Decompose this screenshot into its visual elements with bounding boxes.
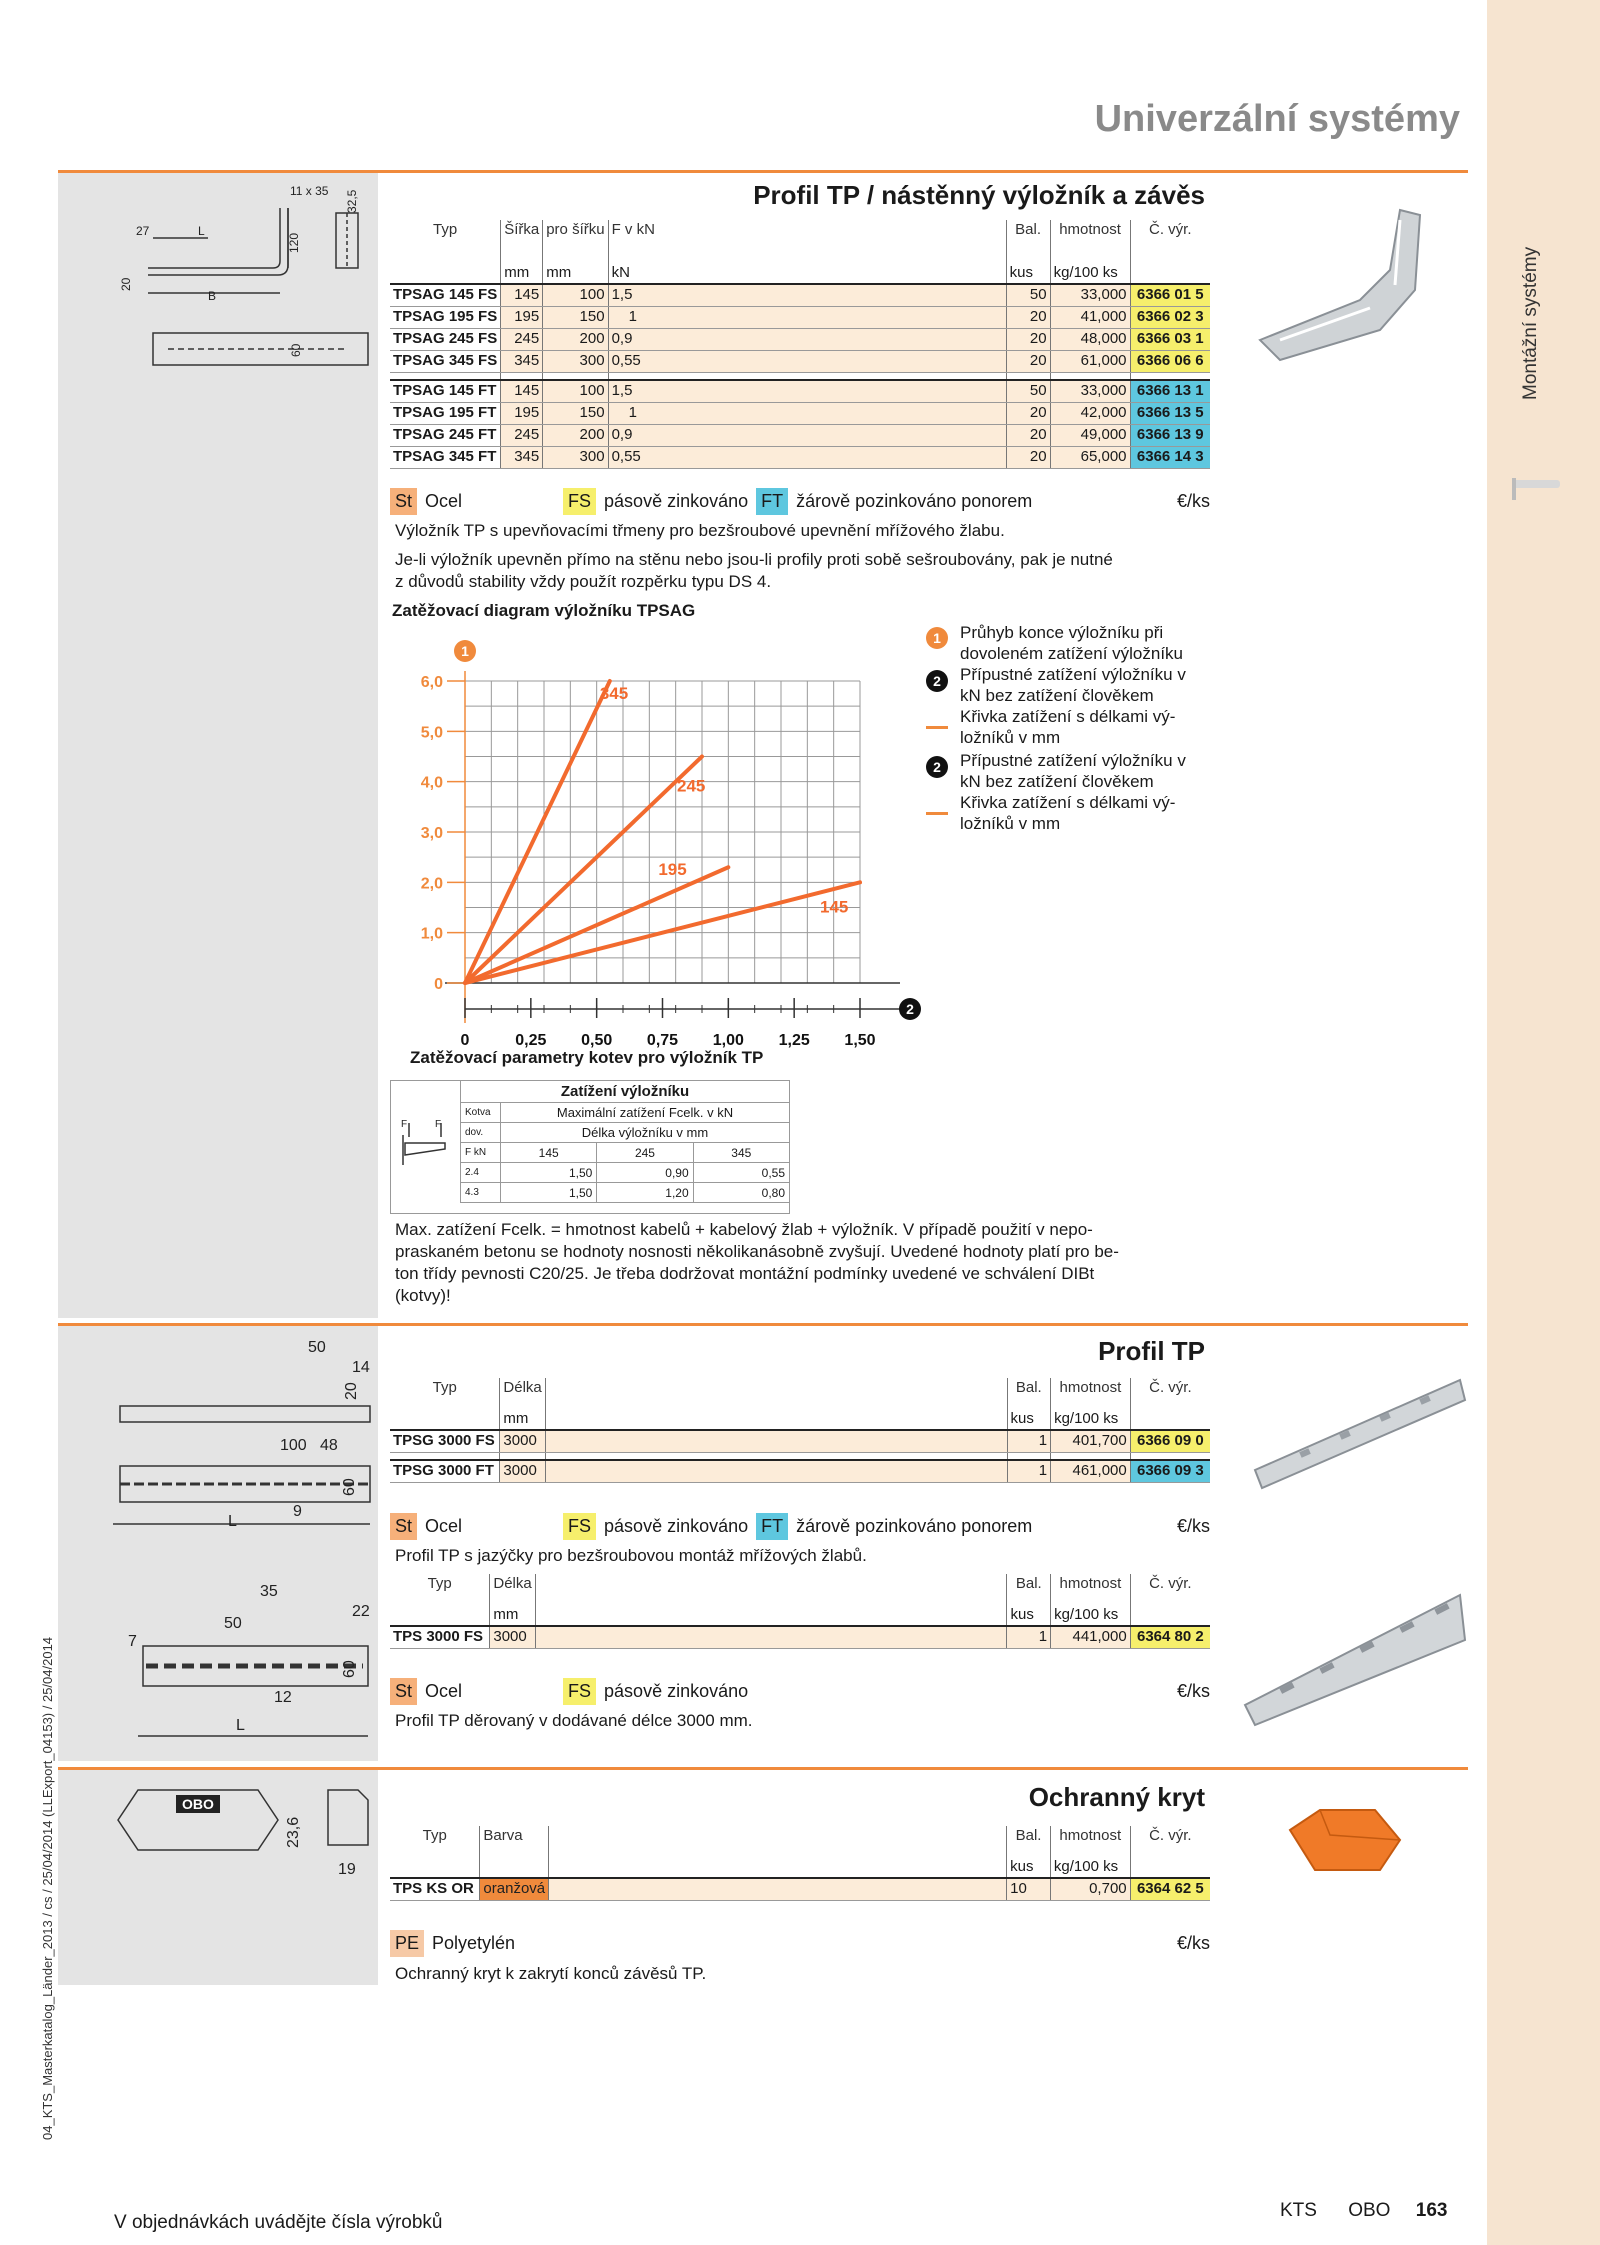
cell-spacer	[545, 1430, 1007, 1452]
y-tick-label: 5,0	[420, 724, 443, 742]
dim-12: 12	[274, 1689, 292, 1706]
y-axis-marker-label: 1	[461, 643, 469, 659]
badge-ft: FT	[756, 1513, 788, 1540]
cell-weight: 41,000	[1050, 306, 1130, 328]
cap-drawing	[58, 1770, 378, 1985]
cell-type: TPS KS OR	[390, 1878, 480, 1900]
cell-code: 6366 01 5	[1130, 284, 1210, 306]
dim-14: 14	[352, 1359, 370, 1376]
cell-width: 245	[501, 328, 543, 350]
dim-l-c: L	[236, 1717, 245, 1734]
cell-width: 345	[501, 350, 543, 372]
cell-pack: 20	[1006, 350, 1050, 372]
cell-pack: 50	[1006, 380, 1050, 402]
x-tick-label: 0,50	[581, 1032, 613, 1048]
material-row-2	[390, 1511, 1210, 1541]
th-color: Barva	[480, 1826, 549, 1848]
th-weight: hmotnost	[1051, 1574, 1131, 1596]
table-row	[390, 306, 1210, 328]
cell-code: 6366 13 1	[1130, 380, 1210, 402]
dim-9: 9	[293, 1503, 302, 1520]
unit-cell: mm	[501, 242, 543, 284]
cell-length: 3000	[490, 1626, 535, 1648]
table-row	[390, 402, 1210, 424]
x-tick-label: 1,25	[778, 1032, 810, 1048]
unit-cell	[1130, 1596, 1210, 1626]
cell-weight: 441,000	[1051, 1626, 1131, 1648]
table-row	[390, 424, 1210, 446]
anchor-val: 1,50	[501, 1163, 597, 1183]
table-row	[390, 380, 1210, 402]
th-type: Typ	[432, 1379, 457, 1396]
table-row	[390, 328, 1210, 350]
cell-force: 0,9	[608, 424, 1006, 446]
unit-cell: mm	[500, 1400, 545, 1430]
legend-marker-1: 1	[926, 627, 948, 649]
cell-type: TPSAG 245 FS	[390, 328, 501, 350]
cell-type: TPSAG 195 FT	[390, 402, 501, 424]
cell-for-width: 150	[543, 402, 608, 424]
side-tab-marker-stem	[1512, 478, 1516, 500]
cell-force: 1	[608, 306, 1006, 328]
cell-pack: 20	[1006, 424, 1050, 446]
cell-force: 0,9	[608, 328, 1006, 350]
cell-weight: 61,000	[1050, 350, 1130, 372]
length-145: 145	[501, 1143, 597, 1163]
th-pack: Bal.	[1007, 1378, 1051, 1400]
col-dov: dov.	[461, 1123, 501, 1143]
legend-item-4	[960, 750, 1186, 792]
cell-type: TPSAG 145 FS	[390, 284, 501, 306]
th-pack: Bal.	[1007, 1574, 1051, 1596]
th-code: Č. výr.	[1130, 1826, 1210, 1848]
y-tick-label: 2,0	[420, 875, 443, 893]
th-spacer	[545, 1378, 1007, 1400]
cell-type: TPSAG 345 FS	[390, 350, 501, 372]
unit-cell	[390, 1848, 480, 1878]
y-tick-label: 0	[434, 976, 443, 993]
dim-50: 50	[308, 1339, 326, 1356]
cell-width: 145	[501, 284, 543, 306]
dim-100: 100	[280, 1437, 307, 1454]
series-label-345: 345	[599, 684, 629, 703]
anchor-id: 4.3	[461, 1183, 501, 1203]
series-label-145: 145	[820, 897, 849, 917]
cell-code: 6366 09 0	[1130, 1430, 1210, 1452]
dim-7: 7	[128, 1633, 137, 1650]
th-code: Č. výr.	[1130, 1378, 1210, 1400]
cell-force: 1	[608, 402, 1006, 424]
cell-pack: 20	[1006, 306, 1050, 328]
material-steel: Ocel	[425, 1680, 463, 1701]
cell-code: 6366 02 3	[1130, 306, 1210, 328]
material-ft: žárově pozinkováno ponorem	[796, 490, 1033, 511]
dim-60: 60	[289, 343, 303, 357]
y-tick-label: 6,0	[420, 674, 443, 691]
anchor-val: 1,50	[501, 1183, 597, 1203]
badge-steel: St	[390, 1513, 417, 1540]
cell-code: 6366 13 5	[1130, 402, 1210, 424]
note-line-1: Max. zatížení Fcelk. = hmotnost kabelů + kabelový žlab + výložník. V případě použití v nepo-	[395, 1220, 1093, 1239]
material-steel: Ocel	[425, 1515, 463, 1536]
profile-tp-photo	[1250, 1370, 1470, 1490]
legend-text: Přípustné zatížení výložníku v	[960, 751, 1186, 770]
cell-code: 6366 03 1	[1130, 328, 1210, 350]
chart-heading: Zatěžovací diagram výložníku TPSAG	[392, 601, 696, 620]
th-weight: hmotnost	[1050, 220, 1130, 242]
table-row	[390, 446, 1210, 468]
price-unit: €/ks	[1176, 1932, 1210, 1953]
cell-width: 345	[501, 446, 543, 468]
x-tick-label: 0,25	[515, 1032, 547, 1048]
dim-20: 20	[119, 277, 133, 291]
anchor-val: 0,90	[597, 1163, 693, 1183]
anchor-table	[460, 1080, 790, 1203]
anchor-val: 1,20	[597, 1183, 693, 1203]
cell-pack: 20	[1006, 328, 1050, 350]
dim-slot: 11 x 35	[290, 184, 329, 198]
anchor-title: Zatížení výložníku	[461, 1081, 790, 1103]
product-table-tps	[390, 1574, 1210, 1649]
legend-text: kN bez zatížení člověkem	[960, 686, 1154, 705]
desc-1: Výložník TP s upevňovacími třmeny pro bezšroubové upevnění mřížového žlabu.	[395, 521, 1005, 540]
dim-b: B	[208, 289, 217, 303]
cell-type: TPSAG 145 FT	[390, 380, 501, 402]
legend-text: ložníků v mm	[960, 814, 1061, 833]
desc-profile-tp: Profil TP s jazýčky pro bezšroubovou montáž mřížových žlabů.	[395, 1546, 867, 1565]
dim-60-c: 60	[341, 1660, 358, 1678]
cell-force: 0,55	[608, 446, 1006, 468]
cell-length: 3000	[500, 1460, 545, 1482]
th-type: Typ	[422, 1827, 447, 1844]
cell-pack: 1	[1007, 1430, 1051, 1452]
y-tick-label: 3,0	[420, 825, 443, 842]
length-245: 245	[597, 1143, 693, 1163]
cell-width: 195	[501, 306, 543, 328]
cap-photo	[1280, 1800, 1410, 1880]
th-code: Č. výr.	[1130, 1574, 1210, 1596]
section1-title: Profil TP / nástěnný výložník a závěs	[753, 180, 1205, 210]
unit-cell	[535, 1596, 1007, 1626]
cell-code: 6364 80 2	[1130, 1626, 1210, 1648]
cell-pack: 20	[1006, 402, 1050, 424]
anchor-val: 0,55	[693, 1163, 789, 1183]
drawing-panel-2	[58, 1326, 378, 1761]
section3-title: Ochranný kryt	[1028, 1782, 1205, 1812]
series-label-195: 195	[658, 860, 687, 880]
th-spacer	[535, 1574, 1007, 1596]
unit-cell: kus	[1007, 1848, 1051, 1878]
perforated-profile-photo	[1240, 1580, 1470, 1730]
cell-type: TPSG 3000 FS	[390, 1430, 500, 1452]
cell-for-width: 150	[543, 306, 608, 328]
unit-cell: kN	[608, 242, 1006, 284]
cell-for-width: 200	[543, 424, 608, 446]
legend-item-1	[960, 622, 1183, 664]
cell-weight: 33,000	[1050, 284, 1130, 306]
unit-cell	[1130, 242, 1210, 284]
cell-weight: 401,700	[1051, 1430, 1131, 1452]
cell-width: 145	[501, 380, 543, 402]
legend-item-2	[960, 664, 1186, 706]
table-row	[390, 1460, 1210, 1482]
unit-cell	[549, 1848, 1007, 1878]
order-note: V objednávkách uvádějte čísla výrobků	[114, 2212, 443, 2233]
th-length: Délka	[500, 1378, 545, 1400]
table-row	[390, 350, 1210, 372]
bracket-photo	[1250, 190, 1430, 370]
product-table-tpsag	[390, 220, 1210, 469]
legend-text: Křivka zatížení s délkami vý-	[960, 707, 1176, 726]
cell-weight: 461,000	[1051, 1460, 1131, 1482]
cell-weight: 49,000	[1050, 424, 1130, 446]
unit-cell: kus	[1006, 242, 1050, 284]
cell-type: TPS 3000 FS	[390, 1626, 490, 1648]
unit-cell	[1130, 1848, 1210, 1878]
dim-l-b: L	[228, 1513, 237, 1530]
anchor-heading: Zatěžovací parametry kotev pro výložník TP	[410, 1048, 764, 1067]
table-row	[390, 284, 1210, 306]
x-tick-label: 0,75	[646, 1032, 679, 1048]
col-fkn: F kN	[461, 1143, 501, 1163]
drawing-panel-3	[58, 1770, 378, 1985]
dim-32-5: 32,5	[345, 189, 359, 213]
cell-color: oranžová	[480, 1878, 549, 1900]
x-axis-marker-label: 2	[906, 1001, 914, 1017]
unit-cell: kg/100 ks	[1051, 1596, 1131, 1626]
cell-pack: 1	[1007, 1626, 1051, 1648]
cell-spacer	[545, 1460, 1007, 1482]
unit-cell: kus	[1007, 1596, 1051, 1626]
badge-steel: St	[390, 1678, 417, 1705]
unit-cell	[545, 1400, 1007, 1430]
table-gap	[390, 1452, 1210, 1460]
cell-pack: 20	[1006, 446, 1050, 468]
cell-code: 6364 62 5	[1130, 1878, 1210, 1900]
cell-force: 1,5	[608, 284, 1006, 306]
note-line-4: (kotvy)!	[395, 1286, 451, 1305]
price-unit: €/ks	[1176, 1515, 1210, 1536]
product-table-tpsg	[390, 1378, 1210, 1483]
cell-spacer	[549, 1878, 1007, 1900]
material-pe: Polyetylén	[432, 1932, 516, 1953]
cell-width: 245	[501, 424, 543, 446]
material-steel: Ocel	[425, 490, 463, 511]
unit-cell	[1130, 1400, 1210, 1430]
cell-force: 0,55	[608, 350, 1006, 372]
th-for-width: pro šířku	[543, 220, 608, 242]
note-line-3: ton třídy pevnosti C20/25. Je třeba dodržovat montážní podmínky uvedené ve schválení DIBt	[395, 1264, 1095, 1283]
price-unit: €/ks	[1176, 1680, 1210, 1701]
unit-cell	[390, 1596, 490, 1626]
dim-23-6: 23,6	[285, 1816, 302, 1848]
material-row-3	[390, 1676, 1210, 1706]
dim-l: L	[198, 224, 205, 238]
anchor-val: 0,80	[693, 1183, 789, 1203]
cell-type: TPSAG 345 FT	[390, 446, 501, 468]
cell-force: 1,5	[608, 380, 1006, 402]
table-row	[390, 1430, 1210, 1452]
unit-cell: kus	[1007, 1400, 1051, 1430]
th-pack: Bal.	[1006, 220, 1050, 242]
legend-item-3	[960, 706, 1175, 748]
cell-spacer	[535, 1626, 1007, 1648]
legend-marker-2: 2	[926, 670, 948, 692]
legend-text: Přípustné zatížení výložníku v	[960, 665, 1186, 684]
legend-line-marker	[926, 812, 948, 815]
legend-text: Průhyb konce výložníku při	[960, 623, 1164, 642]
unit-cell	[480, 1848, 549, 1878]
badge-steel: St	[390, 488, 417, 515]
side-tab-marker	[1512, 480, 1560, 488]
side-band	[1487, 0, 1600, 2245]
cell-type: TPSAG 245 FT	[390, 424, 501, 446]
table-row	[390, 1878, 1210, 1900]
unit-cell	[390, 1400, 500, 1430]
anchor-id: 2.4	[461, 1163, 501, 1183]
side-label: Montážní systémy	[1520, 246, 1541, 400]
x-tick-label: 0	[460, 1032, 470, 1048]
footer-brand	[1280, 2200, 1447, 2222]
cell-width: 195	[501, 402, 543, 424]
col-kotva: Kotva	[461, 1103, 501, 1123]
page-title: Univerzální systémy	[1094, 98, 1460, 140]
th-weight: hmotnost	[1050, 1826, 1130, 1848]
th-width: Šířka	[501, 220, 543, 242]
cell-code: 6366 13 9	[1130, 424, 1210, 446]
brand-obo: OBO	[1348, 2200, 1391, 2221]
price-unit: €/ks	[1176, 490, 1210, 511]
desc-perforated: Profil TP děrovaný v dodávané délce 3000 mm.	[395, 1711, 753, 1730]
cell-weight: 65,000	[1050, 446, 1130, 468]
x-tick-label: 1,00	[712, 1032, 744, 1048]
bracket-drawing	[58, 173, 378, 433]
th-type: Typ	[433, 221, 458, 238]
th-pack: Bal.	[1007, 1826, 1051, 1848]
desc-2a: Je-li výložník upevněn přímo na stěnu nebo jsou-li profily proti sobě sešroubovány, pak je nutné	[395, 550, 1113, 569]
legend-text: kN bez zatížení člověkem	[960, 772, 1154, 791]
cell-code: 6366 09 3	[1130, 1460, 1210, 1482]
cell-pack: 1	[1007, 1460, 1051, 1482]
badge-ft: FT	[756, 488, 788, 515]
badge-fs: FS	[563, 488, 596, 515]
badge-fs: FS	[563, 1678, 596, 1705]
table-gap	[390, 372, 1210, 380]
cell-type: TPSG 3000 FT	[390, 1460, 500, 1482]
table-row	[390, 1626, 1210, 1648]
y-tick-label: 4,0	[420, 774, 443, 792]
profile-drawing	[58, 1326, 378, 1761]
material-fs: pásově zinkováno	[604, 1680, 749, 1701]
unit-cell: kg/100 ks	[1051, 1400, 1131, 1430]
legend-item-5	[960, 792, 1175, 834]
cell-for-width: 100	[543, 380, 608, 402]
cell-weight: 42,000	[1050, 402, 1130, 424]
anchor-sketch	[395, 1115, 457, 1175]
product-table-cap	[390, 1826, 1210, 1901]
desc-cap: Ochranný kryt k zakrytí konců závěsů TP.	[395, 1964, 707, 1983]
brand-kts: KTS	[1280, 2200, 1317, 2221]
length-345: 345	[693, 1143, 789, 1163]
badge-fs: FS	[563, 1513, 596, 1540]
dim-19: 19	[338, 1861, 356, 1878]
dim-50-c: 50	[224, 1615, 242, 1632]
x-tick-label: 1,50	[844, 1032, 876, 1048]
cell-pack: 50	[1006, 284, 1050, 306]
cell-for-width: 100	[543, 284, 608, 306]
th-length: Délka	[490, 1574, 535, 1596]
drawing-panel-1	[58, 173, 378, 1318]
legend-text: dovoleném zatížení výložníku	[960, 644, 1184, 663]
cell-weight: 33,000	[1050, 380, 1130, 402]
th-force: F v kN	[608, 220, 1006, 242]
material-row-1	[390, 486, 1210, 516]
th-weight: hmotnost	[1051, 1378, 1131, 1400]
unit-cell: kg/100 ks	[1050, 1848, 1130, 1878]
dim-20-b: 20	[343, 1382, 360, 1400]
y-tick-label: 1,0	[420, 925, 443, 943]
unit-cell: mm	[543, 242, 608, 284]
unit-cell: mm	[490, 1596, 535, 1626]
cell-for-width: 300	[543, 446, 608, 468]
legend-marker-2b: 2	[926, 756, 948, 778]
unit-cell: kg/100 ks	[1050, 242, 1130, 284]
length-header: Délka výložníku v mm	[501, 1123, 790, 1143]
legend-text: ložníků v mm	[960, 728, 1061, 747]
th-spacer	[549, 1826, 1007, 1848]
load-chart	[390, 628, 930, 1048]
material-fs: pásově zinkováno	[604, 490, 749, 511]
max-load-header: Maximální zatížení Fcelk. v kN	[501, 1103, 790, 1123]
dim-27: 27	[136, 224, 150, 238]
material-row-4	[390, 1928, 1210, 1958]
th-code: Č. výr.	[1130, 220, 1210, 242]
material-fs: pásově zinkováno	[604, 1515, 749, 1536]
desc-2b: z důvodů stability vždy použít rozpěrku typu DS 4.	[395, 572, 772, 591]
cell-weight: 0,700	[1050, 1878, 1130, 1900]
cap-logo: OBO	[182, 1796, 214, 1812]
badge-pe: PE	[390, 1930, 424, 1957]
cell-code: 6366 06 6	[1130, 350, 1210, 372]
th-type: Typ	[427, 1575, 452, 1592]
dim-22: 22	[352, 1603, 370, 1620]
section2-title: Profil TP	[1098, 1336, 1205, 1366]
print-meta: 04_KTS_Masterkatalog_Länder_2013 / cs / 25/04/2014 (LLExport_04153) / 25/04/2014	[40, 1636, 55, 2140]
unit-cell	[390, 242, 501, 284]
cell-pack: 10	[1007, 1878, 1051, 1900]
cell-weight: 48,000	[1050, 328, 1130, 350]
note-line-2: praskaném betonu se hodnoty nosnosti několikanásobně zvyšují. Uvedené hodnoty platí pro be-	[395, 1242, 1119, 1261]
force-label: F	[401, 1119, 408, 1130]
cell-length: 3000	[500, 1430, 545, 1452]
cell-for-width: 200	[543, 328, 608, 350]
dim-35: 35	[260, 1583, 278, 1600]
force-label: F	[435, 1119, 442, 1130]
cell-type: TPSAG 195 FS	[390, 306, 501, 328]
legend-text: Křivka zatížení s délkami vý-	[960, 793, 1176, 812]
legend-line-marker	[926, 726, 948, 729]
series-label-245: 245	[677, 776, 706, 796]
cell-for-width: 300	[543, 350, 608, 372]
dim-60-b: 60	[341, 1478, 358, 1496]
material-ft: žárově pozinkováno ponorem	[796, 1515, 1033, 1536]
page-number: 163	[1415, 2200, 1448, 2221]
dim-120: 120	[287, 232, 301, 253]
dim-48: 48	[320, 1437, 338, 1454]
cell-code: 6366 14 3	[1130, 446, 1210, 468]
